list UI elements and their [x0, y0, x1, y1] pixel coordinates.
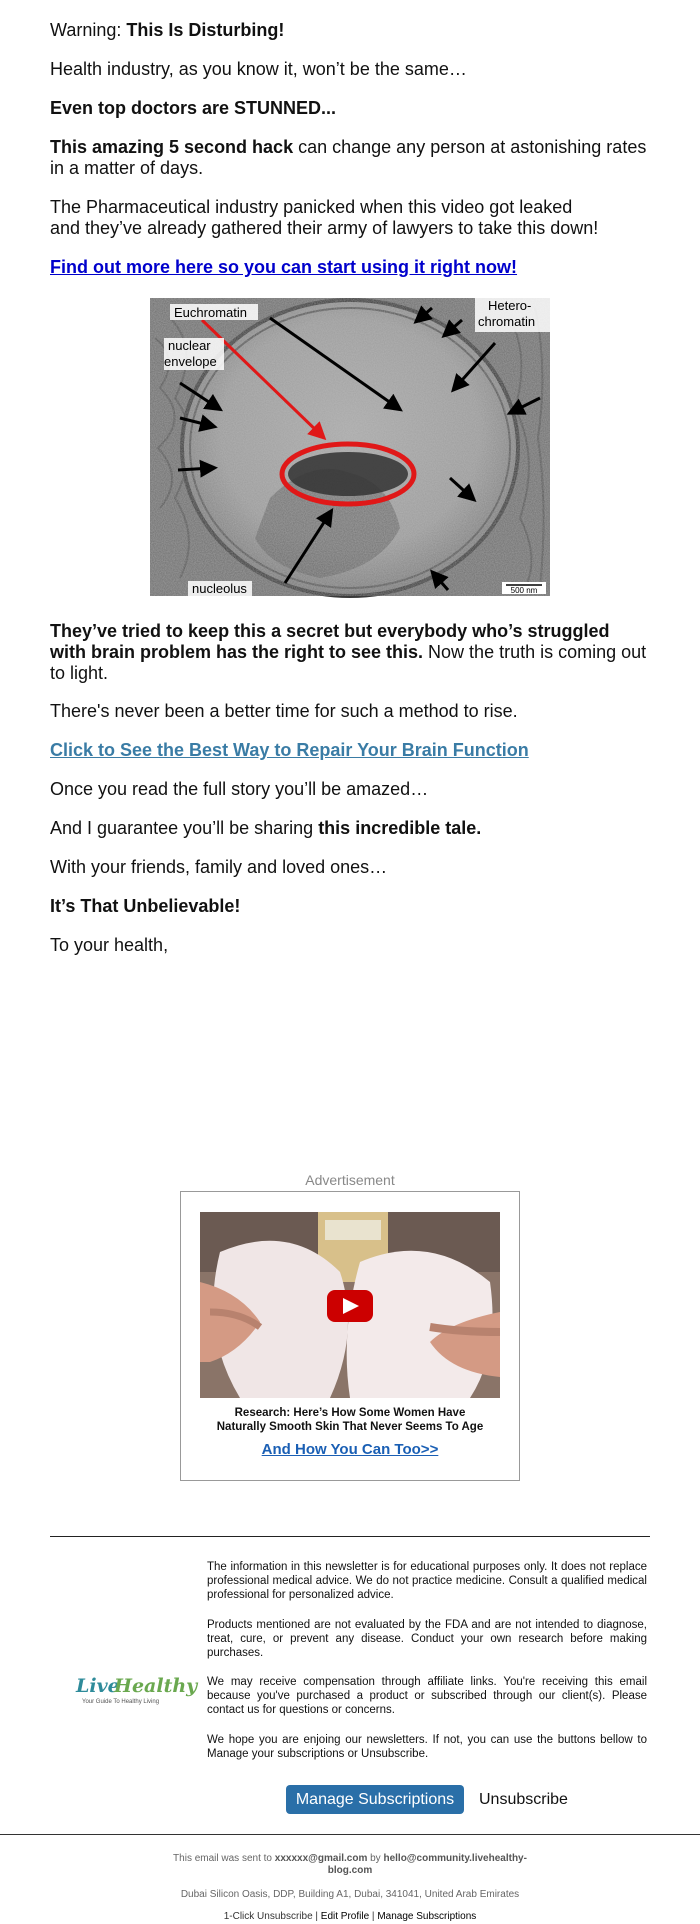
signoff-text: To your health,: [50, 935, 169, 955]
disclaimer-subscription: We hope you are enjoing our newsletters. If not, you can use the buttons bellow to Manage your subscriptions or Unsubscribe.: [207, 1734, 647, 1760]
one-click-unsubscribe-link[interactable]: 1-Click Unsubscribe: [223, 1911, 313, 1922]
pharma-line-2: and they’ve already gathered their army of lawyers to take this down!: [50, 218, 599, 238]
find-out-more-link[interactable]: Find out more here so you can start using it right now!: [50, 257, 518, 277]
cell-nucleus-image[interactable]: [150, 298, 550, 596]
stunned-text: [50, 98, 650, 119]
unbelievable-text: [50, 896, 650, 917]
link2-paragraph: [50, 740, 650, 761]
guarantee-text: And I guarantee you’ll be sharing: [50, 818, 319, 838]
footer-separator: |: [369, 1911, 378, 1922]
ad-headline-line-1: Research: Here’s How Some Women Have: [234, 1407, 466, 1419]
unsubscribe-button[interactable]: Unsubscribe: [479, 1791, 568, 1808]
pharma-line-1: The Pharmaceutical industry panicked when this video got leaked: [50, 197, 573, 217]
friends-text: With your friends, family and loved ones…: [50, 857, 388, 877]
logo-tagline: Your Guide To Healthy Living: [82, 1699, 160, 1705]
footer-divider: [50, 1536, 650, 1537]
ad-cta-link[interactable]: And How You Can Too>>: [261, 1441, 439, 1458]
warning-label: Warning:: [50, 20, 127, 40]
label-nuclear: nuclear: [168, 338, 211, 353]
label-envelope: envelope: [164, 354, 217, 369]
sent-to-line: [0, 1853, 700, 1877]
pharma-paragraph: [50, 197, 650, 239]
disclaimer-education: The information in this newsletter is for educational purposes only. It does not replace professional medical advice. We do not practice medicine. Consult a qualified medical professional for personalized advice.: [207, 1561, 647, 1601]
intro-text: Health industry, as you know it, won’t be the same…: [50, 59, 467, 79]
guarantee-paragraph: [50, 818, 650, 839]
label-nucleolus: nucleolus: [192, 581, 247, 596]
amazed-text: Once you read the full story you’ll be amazed…: [50, 779, 429, 799]
unbelievable-bold: It’s That Unbelievable!: [50, 896, 241, 916]
livehealthy-logo[interactable]: [74, 1670, 198, 1710]
hack-bold: This amazing 5 second hack: [50, 137, 294, 157]
label-euchromatin: Euchromatin: [174, 305, 247, 320]
secret-rest: Now the truth is coming out to light.: [50, 642, 647, 683]
ad-headline: [181, 1406, 519, 1434]
repair-brain-link[interactable]: Click to See the Best Way to Repair Your Brain Function: [50, 740, 529, 760]
footer-bottom-divider: [0, 1834, 700, 1835]
advertisement-box[interactable]: [180, 1191, 520, 1481]
hack-rest: can change any person at astonishing rates in a matter of days.: [50, 137, 647, 178]
scale-bar-label: 500 nm: [510, 586, 538, 595]
manage-subscriptions-link[interactable]: Manage Subscriptions: [377, 1911, 477, 1922]
logo-live: Live: [76, 1675, 120, 1697]
better-time-text: There's never been a better time for such a method to rise.: [50, 701, 518, 721]
advertisement-label: Advertisement: [305, 1172, 395, 1188]
sender-email-line-1: hello@community.livehealthy-: [383, 1853, 527, 1864]
warning-heading: This Is Disturbing!: [126, 20, 285, 40]
ad-headline-line-2: Naturally Smooth Skin That Never Seems To Age: [216, 1421, 484, 1433]
link1-paragraph: [50, 257, 650, 278]
sent-by: by: [367, 1853, 384, 1864]
sender-email-line-2: blog.com: [327, 1865, 373, 1876]
secret-paragraph: [50, 621, 650, 684]
warning-line: [50, 20, 650, 41]
disclaimer-fda: Products mentioned are not evaluated by the FDA and are not intended to diagnose, treat, cure, or prevent any disease. Conduct your own research before making purchases.: [207, 1619, 647, 1659]
hack-paragraph: [50, 137, 650, 179]
sent-pre: This email was sent to: [173, 1853, 275, 1864]
manage-subscriptions-button[interactable]: Manage Subscriptions: [286, 1785, 464, 1814]
edit-profile-link[interactable]: Edit Profile: [320, 1911, 370, 1922]
label-hetero: Hetero-: [488, 298, 532, 313]
company-address: Dubai Silicon Oasis, DDP, Building A1, Dubai, 341041, United Arab Emirates: [180, 1889, 520, 1900]
secret-bold: They’ve tried to keep this a secret but everybody who’s struggled with brain problem has the right to see this.: [50, 621, 610, 662]
disclaimer-affiliate: We may receive compensation through affiliate links. You're receiving this email because you've purchased a product or subscribed through our client(s). Please contact us for questions or concerns.: [207, 1676, 647, 1716]
label-chromatin: chromatin: [478, 314, 536, 329]
footer-separator: |: [312, 1911, 321, 1922]
ad-video-thumbnail[interactable]: [200, 1212, 500, 1398]
stunned-bold: Even top doctors are STUNNED...: [50, 98, 337, 118]
recipient-email: xxxxxx@gmail.com: [274, 1853, 368, 1864]
guarantee-bold: this incredible tale.: [318, 818, 482, 838]
logo-healthy: Healthy: [114, 1675, 198, 1697]
footer-links: [0, 1911, 700, 1923]
